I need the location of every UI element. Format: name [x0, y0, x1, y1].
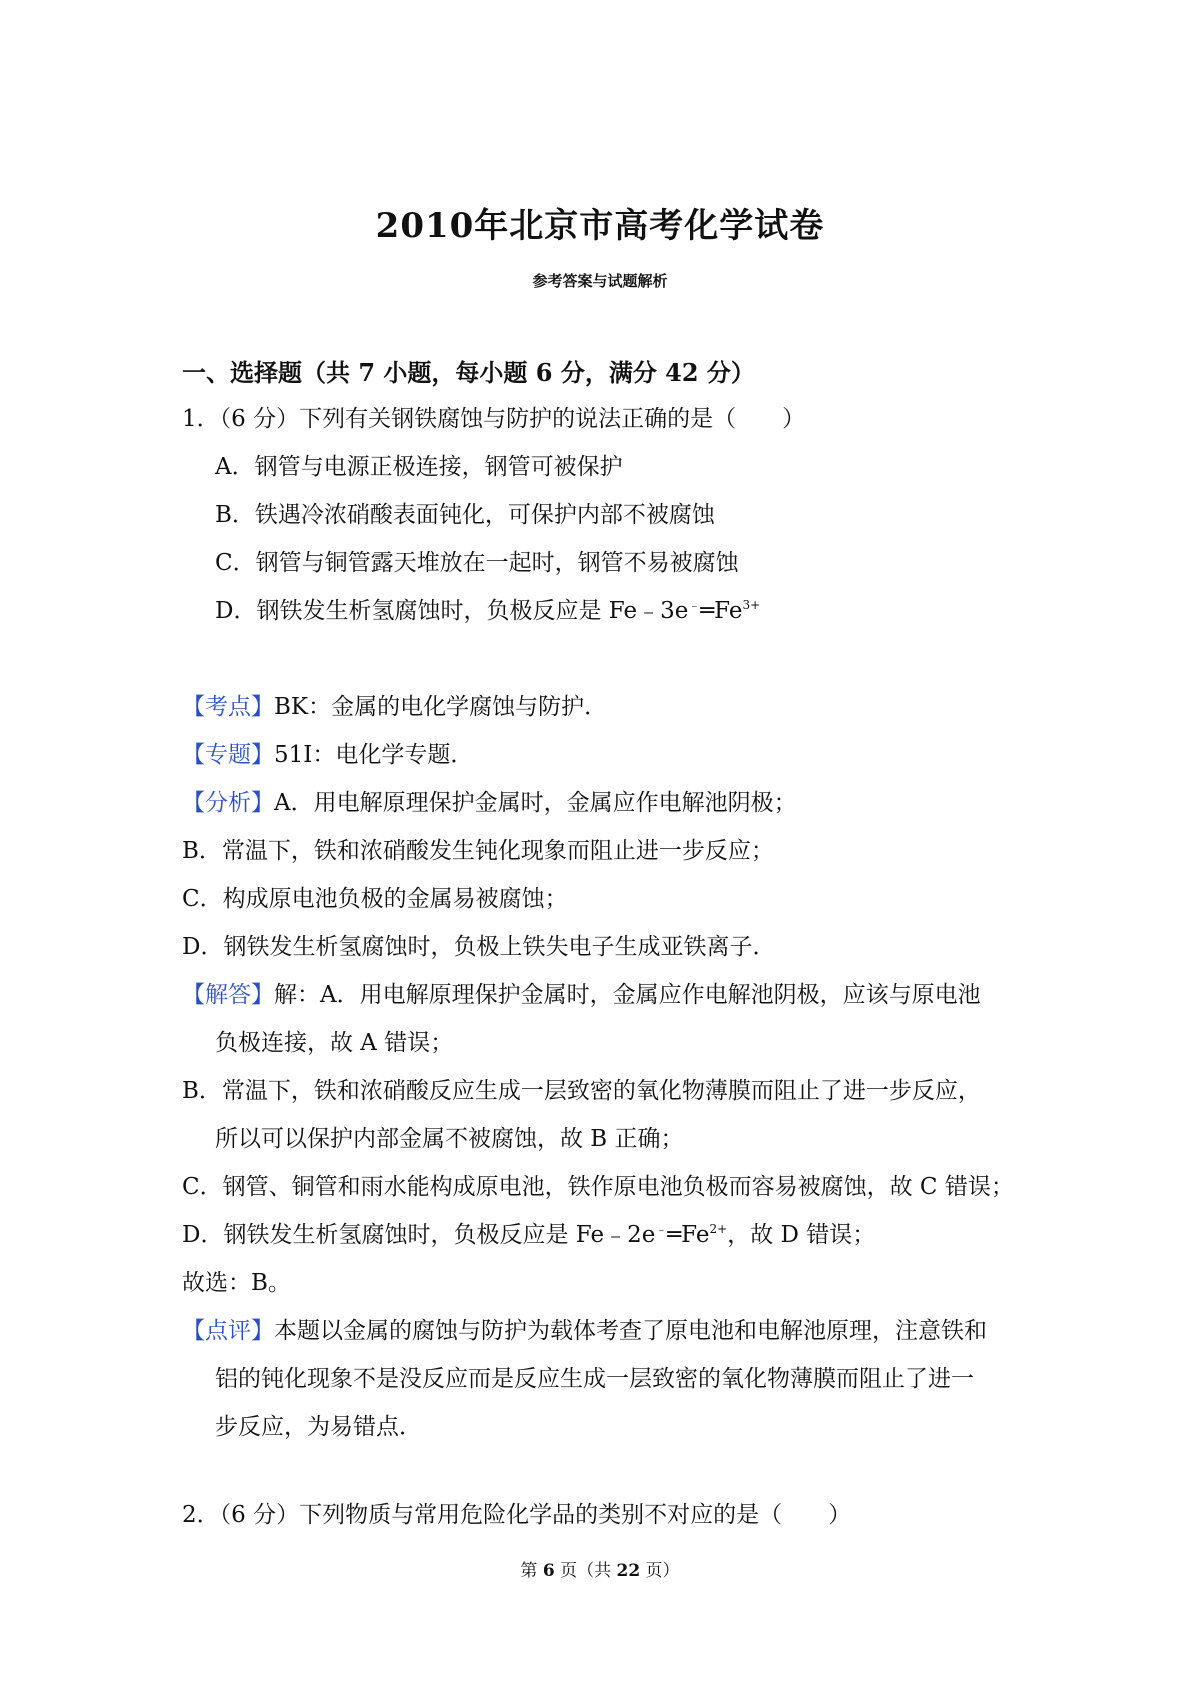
page-subtitle: 参考答案与试题解析 — [532, 272, 668, 290]
footer-page-number: 6 — [542, 1561, 555, 1581]
jieda-d-superscript-minus: ﹣ — [655, 1222, 668, 1236]
option-d-superscript-minus: ﹣ — [688, 598, 701, 612]
dianping-line1: 本题以金属的腐蚀与防护为载体考查了原电池和电解池原理，注意铁和 — [274, 1318, 987, 1344]
question-1-option-d — [215, 596, 760, 626]
jieda-d-mid: ═Fe — [667, 1222, 710, 1248]
jieda-a-line1: 解：A．用电解原理保护金属时，金属应作电解池阴极，应该与原电池 — [274, 982, 981, 1008]
kaodian-tag: 【考点】 — [182, 694, 274, 720]
jieda-d-tail: ，故 D 错误； — [727, 1222, 876, 1248]
option-d-superscript-charge: 3+ — [742, 598, 761, 612]
fenxi-text-a: A．用电解原理保护金属时，金属应作电解池阴极； — [274, 790, 797, 816]
kaodian-text: BK：金属的电化学腐蚀与防护． — [274, 694, 608, 720]
section-heading: 一、选择题（共 7 小题，每小题 6 分，满分 42 分） — [182, 358, 755, 387]
fenxi-line — [182, 788, 797, 818]
page-footer — [0, 1556, 1200, 1581]
jieda-tag: 【解答】 — [182, 982, 274, 1008]
dianping-line — [182, 1316, 987, 1346]
jieda-line — [182, 980, 981, 1010]
fenxi-text-c: C．构成原电池负极的金属易被腐蚀； — [182, 886, 568, 912]
dianping-line2: 铝的钝化现象不是没反应而是反应生成一层致密的氧化物薄膜而阻止了进一 — [215, 1366, 974, 1392]
zhuanti-tag: 【专题】 — [182, 742, 274, 768]
footer-total-pages: 22 — [616, 1561, 641, 1581]
fenxi-tag: 【分析】 — [182, 790, 274, 816]
dianping-line3: 步反应，为易错点． — [215, 1414, 422, 1440]
jieda-c-line: C．钢管、铜管和雨水能构成原电池，铁作原电池负极而容易被腐蚀，故 C 错误； — [182, 1174, 1014, 1200]
jieda-d-text: D．钢铁发生析氢腐蚀时，负极反应是 Fe﹣2e — [182, 1222, 656, 1248]
question-1-stem: 1．（6 分）下列有关钢铁腐蚀与防护的说法正确的是（ ） — [182, 406, 806, 432]
question-1-option-c: C．钢管与铜管露天堆放在一起时，钢管不易被腐蚀 — [215, 550, 739, 576]
question-1-option-a: A．钢管与电源正极连接，钢管可被保护 — [215, 454, 623, 480]
kaodian-line — [182, 692, 607, 722]
footer-prefix: 第 — [520, 1561, 543, 1581]
zhuanti-line — [182, 740, 473, 770]
option-d-text: D．钢铁发生析氢腐蚀时，负极反应是 Fe﹣3e — [215, 598, 689, 624]
footer-middle: 页（共 — [554, 1561, 617, 1581]
jieda-d-line — [182, 1220, 875, 1250]
jieda-answer: 故选：B。 — [182, 1270, 291, 1296]
fenxi-text-d: D．钢铁发生析氢腐蚀时，负极上铁失电子生成亚铁离子． — [182, 934, 776, 960]
page-title: 2010年北京市高考化学试卷 — [375, 206, 825, 246]
question-1-option-b: B．铁遇冷浓硝酸表面钝化，可保护内部不被腐蚀 — [215, 502, 715, 528]
jieda-a-line2: 负极连接，故 A 错误； — [215, 1030, 454, 1056]
zhuanti-text: 51I：电化学专题． — [274, 742, 474, 768]
option-d-mid: ═Fe — [700, 598, 743, 624]
jieda-b-line1: B．常温下，铁和浓硝酸反应生成一层致密的氧化物薄膜而阻止了进一步反应， — [182, 1078, 981, 1104]
question-2-stem: 2．（6 分）下列物质与常用危险化学品的类别不对应的是（ ） — [182, 1502, 852, 1528]
fenxi-text-b: B．常温下，铁和浓硝酸发生钝化现象而阻止进一步反应； — [182, 838, 774, 864]
footer-suffix: 页） — [640, 1561, 680, 1581]
dianping-tag: 【点评】 — [182, 1318, 274, 1344]
jieda-b-line2: 所以可以保护内部金属不被腐蚀，故 B 正确； — [215, 1126, 684, 1152]
jieda-d-superscript-charge: 2+ — [709, 1222, 728, 1236]
